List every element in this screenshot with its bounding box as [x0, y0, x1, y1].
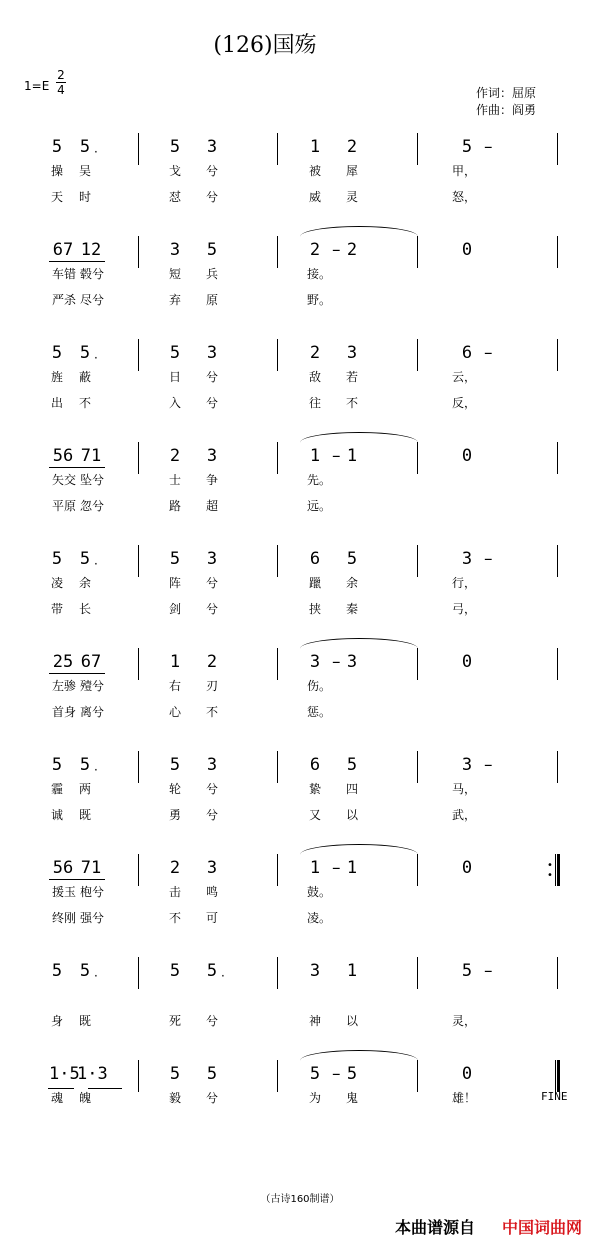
lyric-verse-2: 以 [345, 808, 358, 822]
note: 1 [309, 858, 321, 878]
music-system [0, 236, 600, 326]
lyric-verse-2: 长 [78, 602, 91, 616]
repeat-dot: • [547, 870, 553, 881]
barline [277, 648, 278, 680]
lyric-verse-1: 若 [345, 370, 358, 384]
lyric-verse-1: 鸣 [205, 885, 218, 899]
source-site: 中国词曲网 [502, 1218, 583, 1237]
barline [417, 545, 418, 577]
lyric-verse-1: 兮 [205, 164, 218, 178]
barline [138, 648, 139, 680]
barline-thin [555, 1060, 556, 1092]
note: 6 [309, 755, 321, 775]
lyric-verse-2: 不 [78, 396, 91, 410]
lyricist-credit: 作词：屈原 [476, 86, 537, 100]
augmentation-dot: · [94, 969, 98, 983]
lyric-verse-1: 旌 [50, 370, 63, 384]
key-signature: 1=E [24, 79, 50, 93]
note: 3 [346, 652, 358, 672]
note: 5 [79, 755, 91, 775]
lyric-verse-2: 首身 [51, 705, 76, 719]
note: 1 [346, 961, 358, 981]
lyric-verse-2: 凌。 [307, 911, 332, 925]
lyric-verse-1: 短 [168, 267, 181, 281]
barline [138, 545, 139, 577]
note: 5 [79, 343, 91, 363]
note: 3 [461, 755, 473, 775]
sustain-dash: – [332, 240, 341, 260]
lyric-verse-2: 死 [168, 1014, 181, 1028]
beam-underline [88, 1088, 122, 1089]
note: 0 [461, 446, 473, 466]
tie-arc [300, 432, 418, 453]
barline [138, 442, 139, 474]
lyric-verse-2: 剑 [168, 602, 181, 616]
footer-note: （古诗160制谱） [260, 1194, 340, 1205]
note: 12 [77, 240, 105, 260]
lyric-verse-2: 弃 [168, 293, 181, 307]
lyric-verse-2: 弓， [452, 602, 477, 616]
lyric-verse-2: 勇 [168, 808, 181, 822]
note: 3 [461, 549, 473, 569]
note: 67 [77, 652, 105, 672]
music-system [0, 339, 600, 429]
note: 3 [206, 343, 218, 363]
lyric-verse-2: 尽兮 [79, 293, 104, 307]
lyric-verse-2: 出 [50, 396, 63, 410]
sustain-dash: – [484, 961, 493, 981]
lyric-verse-1: 敌 [308, 370, 321, 384]
lyric-verse-2: 武， [452, 808, 477, 822]
note: 3 [169, 240, 181, 260]
lyric-verse-2: 威 [308, 190, 321, 204]
lyric-verse-1: 左骖 [51, 679, 76, 693]
lyric-verse-1: 被 [308, 164, 321, 178]
barline [557, 545, 558, 577]
note: 3 [206, 446, 218, 466]
lyric-verse-2: 身 [50, 1014, 63, 1028]
note: 3 [206, 858, 218, 878]
lyric-verse-1: 马， [452, 782, 477, 796]
note: 5 [51, 343, 63, 363]
lyric-verse-2: 神 [308, 1014, 321, 1028]
lyric-verse-2: 远。 [307, 499, 332, 513]
music-system [0, 442, 600, 532]
lyric-verse-2: 兮 [205, 808, 218, 822]
note: 5 [51, 137, 63, 157]
sustain-dash: – [332, 1064, 341, 1084]
lyric-verse-1: 两 [78, 782, 91, 796]
lyric-verse-1: 为 [308, 1091, 321, 1105]
lyric-verse-2: 入 [168, 396, 181, 410]
lyric-verse-1: 凌 [50, 576, 63, 590]
barline [277, 854, 278, 886]
lyric-verse-1: 伤。 [307, 679, 332, 693]
lyric-verse-1: 甲， [452, 164, 477, 178]
lyric-verse-2: 超 [205, 499, 218, 513]
note: 0 [461, 858, 473, 878]
note: 1 [169, 652, 181, 672]
lyric-verse-1: 殪兮 [79, 679, 104, 693]
barline [138, 339, 139, 371]
lyric-verse-1: 轮 [168, 782, 181, 796]
note: 0 [461, 240, 473, 260]
lyric-verse-2: 怼 [168, 190, 181, 204]
note: 67 [49, 240, 77, 260]
lyric-verse-2: 带 [50, 602, 63, 616]
augmentation-dot: · [221, 969, 225, 983]
note: 6 [309, 549, 321, 569]
time-signature [56, 68, 66, 97]
note: 3 [206, 549, 218, 569]
lyric-verse-1: 争 [205, 473, 218, 487]
repeat-end-barline [547, 854, 557, 886]
augmentation-dot: · [94, 145, 98, 159]
lyric-verse-1: 蔽 [78, 370, 91, 384]
lyric-verse-2: 挟 [308, 602, 321, 616]
lyric-verse-1: 兵 [205, 267, 218, 281]
tie-arc [300, 638, 418, 659]
lyric-verse-2: 不 [205, 705, 218, 719]
lyric-verse-2: 忽兮 [79, 499, 104, 513]
note: 5 [206, 240, 218, 260]
barline [277, 236, 278, 268]
barline-thick [557, 1060, 560, 1092]
note: 2 [309, 240, 321, 260]
music-system [0, 133, 600, 223]
lyric-verse-1: 刃 [205, 679, 218, 693]
lyric-verse-2: 既 [78, 808, 91, 822]
lyric-verse-1: 兮 [205, 576, 218, 590]
sustain-dash: – [332, 446, 341, 466]
note: 56 [49, 858, 77, 878]
note: 1·5 [49, 1064, 80, 1084]
note: 5 [79, 137, 91, 157]
lyric-verse-2: 可 [205, 911, 218, 925]
barline [557, 442, 558, 474]
lyric-verse-2: 心 [168, 705, 181, 719]
augmentation-dot: · [94, 557, 98, 571]
note: 5 [79, 961, 91, 981]
note: 56 [49, 446, 77, 466]
barline [277, 133, 278, 165]
augmentation-dot: · [94, 763, 98, 777]
note: 5 [51, 961, 63, 981]
lyric-verse-1: 矢交 [51, 473, 76, 487]
lyric-verse-2: 严杀 [51, 293, 76, 307]
lyric-verse-1: 士 [168, 473, 181, 487]
lyric-verse-1: 先。 [307, 473, 332, 487]
barline [417, 133, 418, 165]
lyric-verse-1: 车错 [51, 267, 76, 281]
barline [138, 1060, 139, 1092]
barline [417, 957, 418, 989]
lyric-verse-2: 秦 [345, 602, 358, 616]
music-system [0, 545, 600, 635]
lyric-verse-2: 兮 [205, 1014, 218, 1028]
time-signature-denominator: 4 [57, 83, 65, 97]
lyric-verse-1: 吴 [78, 164, 91, 178]
barline [277, 545, 278, 577]
fine-marking: FINE [541, 1090, 568, 1103]
barline [277, 751, 278, 783]
note: 5 [169, 343, 181, 363]
barline [138, 854, 139, 886]
lyric-verse-1: 雄！ [452, 1091, 477, 1105]
note: 0 [461, 652, 473, 672]
music-system [0, 1060, 600, 1150]
note: 5 [169, 755, 181, 775]
lyric-verse-2: 怒， [452, 190, 477, 204]
barline-thick [557, 854, 560, 886]
barline [138, 957, 139, 989]
lyric-verse-2: 诚 [50, 808, 63, 822]
note: 1·3 [77, 1064, 108, 1084]
note: 3 [309, 961, 321, 981]
barline-thin [555, 854, 556, 886]
composer-credit: 作曲：阎勇 [476, 103, 537, 117]
music-system [0, 854, 600, 944]
note: 71 [77, 858, 105, 878]
lyric-verse-2: 强兮 [79, 911, 104, 925]
lyric-verse-2: 路 [168, 499, 181, 513]
barline [138, 133, 139, 165]
barline [557, 133, 558, 165]
barline [557, 648, 558, 680]
note: 5 [51, 755, 63, 775]
lyric-verse-2: 时 [78, 190, 91, 204]
note: 2 [346, 137, 358, 157]
lyric-verse-2: 兮 [205, 396, 218, 410]
lyric-verse-1: 鬼 [345, 1091, 358, 1105]
lyric-verse-1: 魄 [78, 1091, 91, 1105]
lyric-verse-1: 戈 [168, 164, 181, 178]
lyric-verse-1: 余 [78, 576, 91, 590]
note: 3 [206, 755, 218, 775]
lyric-verse-2: 兮 [205, 602, 218, 616]
note: 5 [461, 137, 473, 157]
barline [557, 751, 558, 783]
lyric-verse-1: 余 [345, 576, 358, 590]
note: 2 [169, 446, 181, 466]
note: 5 [309, 1064, 321, 1084]
lyric-verse-1: 鼓。 [307, 885, 332, 899]
sustain-dash: – [484, 755, 493, 775]
music-system [0, 751, 600, 841]
lyric-verse-2: 灵 [345, 190, 358, 204]
lyric-verse-1: 兮 [205, 1091, 218, 1105]
note: 71 [77, 446, 105, 466]
lyric-verse-1: 阵 [168, 576, 181, 590]
note: 5 [346, 1064, 358, 1084]
music-system [0, 648, 600, 738]
note: 5 [169, 961, 181, 981]
lyric-verse-2: 惩。 [307, 705, 332, 719]
lyric-verse-2: 兮 [205, 190, 218, 204]
barline [138, 751, 139, 783]
lyric-verse-2: 终刚 [51, 911, 76, 925]
final-barline [551, 1060, 557, 1092]
barline [277, 957, 278, 989]
note: 5 [51, 549, 63, 569]
lyric-verse-1: 毅 [168, 1091, 181, 1105]
lyric-verse-1: 四 [345, 782, 358, 796]
lyric-verse-1: 击 [168, 885, 181, 899]
barline [277, 1060, 278, 1092]
tie-arc [300, 1050, 418, 1071]
barline [277, 442, 278, 474]
note: 2 [309, 343, 321, 363]
note: 3 [206, 137, 218, 157]
barline [417, 339, 418, 371]
lyric-verse-1: 云， [452, 370, 477, 384]
sustain-dash: – [484, 343, 493, 363]
note: 2 [206, 652, 218, 672]
sustain-dash: – [332, 652, 341, 672]
lyric-verse-2: 不 [345, 396, 358, 410]
note: 2 [346, 240, 358, 260]
lyric-verse-1: 毂兮 [79, 267, 104, 281]
note: 1 [346, 858, 358, 878]
note: 5 [169, 137, 181, 157]
lyric-verse-1: 兮 [205, 782, 218, 796]
sustain-dash: – [332, 858, 341, 878]
lyric-verse-1: 枹兮 [79, 885, 104, 899]
sustain-dash: – [484, 137, 493, 157]
note: 3 [309, 652, 321, 672]
lyric-verse-1: 行， [452, 576, 477, 590]
lyric-verse-1: 兮 [205, 370, 218, 384]
lyric-verse-2: 以 [345, 1014, 358, 1028]
note: 6 [461, 343, 473, 363]
lyric-verse-1: 援玉 [51, 885, 76, 899]
tie-arc [300, 844, 418, 865]
lyric-verse-1: 絷 [308, 782, 321, 796]
note: 5 [206, 1064, 218, 1084]
barline [557, 236, 558, 268]
lyric-verse-1: 日 [168, 370, 181, 384]
note: 5 [346, 755, 358, 775]
lyric-verse-2: 反， [452, 396, 477, 410]
lyric-verse-1: 霾 [50, 782, 63, 796]
lyric-verse-2: 天 [50, 190, 63, 204]
music-system [0, 957, 600, 1047]
note: 1 [309, 446, 321, 466]
note: 5 [169, 1064, 181, 1084]
note: 5 [79, 549, 91, 569]
lyric-verse-2: 原 [205, 293, 218, 307]
note: 5 [346, 549, 358, 569]
barline [557, 957, 558, 989]
note: 5 [169, 549, 181, 569]
note: 1 [309, 137, 321, 157]
repeat-dot: • [547, 860, 553, 871]
lyric-verse-1: 魂 [50, 1091, 63, 1105]
augmentation-dot: · [94, 351, 98, 365]
note: 5 [461, 961, 473, 981]
lyric-verse-2: 既 [78, 1014, 91, 1028]
tie-arc [300, 226, 418, 247]
sustain-dash: – [484, 549, 493, 569]
note: 2 [169, 858, 181, 878]
note: 0 [461, 1064, 473, 1084]
note: 5 [206, 961, 218, 981]
lyric-verse-2: 往 [308, 396, 321, 410]
lyric-verse-1: 右 [168, 679, 181, 693]
lyric-verse-2: 平原 [51, 499, 76, 513]
time-signature-numerator: 2 [57, 68, 65, 82]
lyric-verse-1: 犀 [345, 164, 358, 178]
note: 25 [49, 652, 77, 672]
lyric-verse-2: 灵， [452, 1014, 477, 1028]
barline [417, 751, 418, 783]
lyric-verse-1: 坠兮 [79, 473, 104, 487]
source-label: 本曲谱源自 [395, 1218, 476, 1237]
lyric-verse-2: 离兮 [79, 705, 104, 719]
barline [138, 236, 139, 268]
lyric-verse-2: 野。 [307, 293, 332, 307]
lyric-verse-2: 又 [308, 808, 321, 822]
lyric-verse-2: 不 [168, 911, 181, 925]
note: 3 [346, 343, 358, 363]
barline [557, 339, 558, 371]
song-title: (126)国殇 [213, 33, 317, 58]
barline [277, 339, 278, 371]
lyric-verse-1: 接。 [307, 267, 332, 281]
note: 1 [346, 446, 358, 466]
lyric-verse-1: 躐 [308, 576, 321, 590]
lyric-verse-1: 操 [50, 164, 63, 178]
